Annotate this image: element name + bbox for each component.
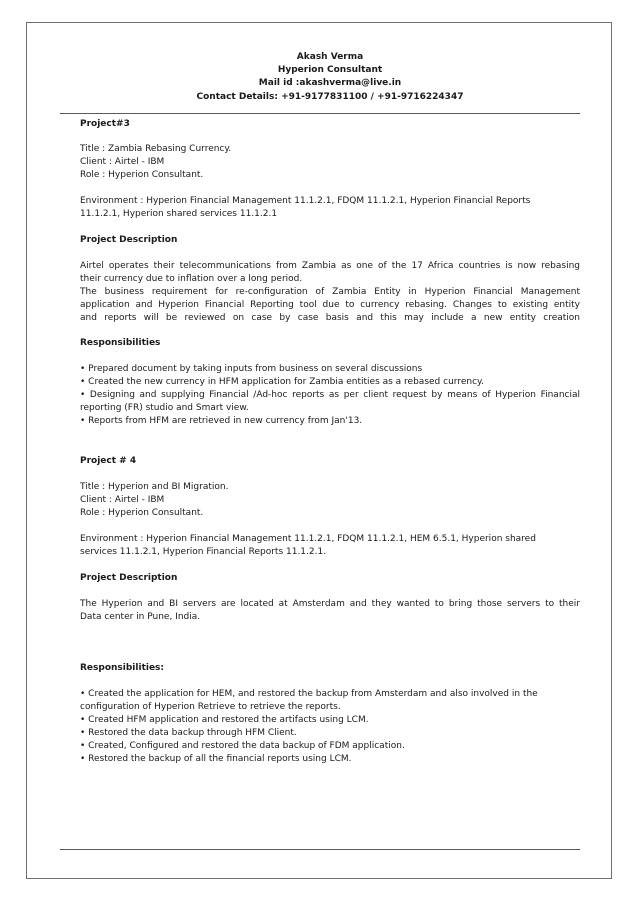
contact-details: Contact Details: +91-9177831100 / +91-9716224347 (196, 92, 464, 102)
project-4-role: Role : Hyperion Consultant. (80, 508, 204, 518)
project-4-description-line: Data center in Pune, India. (80, 612, 201, 622)
project-3-environment-line: Environment : Hyperion Financial Management 11.1.2.1, FDQM 11.1.2.1, Hyperion Financial Reports (80, 196, 531, 206)
project-4-responsibility-item: • Created HFM application and restored the artifacts using LCM. (80, 715, 369, 725)
mail-id: Mail id :akashverma@live.in (258, 78, 402, 88)
project-3-description-heading: Project Description (80, 235, 178, 245)
project-3-role: Role : Hyperion Consultant. (80, 170, 204, 180)
project-3-responsibilities-heading: Responsibilities (80, 338, 161, 348)
project-4-environment-line: Environment : Hyperion Financial Management 11.1.2.1, FDQM 11.1.2.1, HEM 6.5.1, Hyperion shared (80, 534, 536, 544)
project-4-environment-line: services 11.1.2.1, Hyperion Financial Reports 11.1.2.1. (80, 547, 327, 557)
project-4-responsibility-item: configuration of Hyperion Retrieve to retrieve the reports. (80, 702, 341, 712)
header-divider (60, 113, 580, 114)
project-3-description-line: their currency due to inflation over a long period. (80, 274, 303, 284)
project-4-heading: Project # 4 (80, 456, 137, 466)
project-3-title: Title : Zambia Rebasing Currency. (80, 144, 232, 154)
project-3-description-line: The business requirement for re-configuration of Zambia Entity in Hyperion Financial Management (80, 287, 580, 297)
project-3-responsibility-item: • Reports from HFM are retrieved in new currency from Jan'13. (80, 416, 363, 426)
project-4-title: Title : Hyperion and BI Migration. (80, 482, 229, 492)
project-4-responsibility-item: • Created the application for HEM, and restored the backup from Amsterdam and also involved in the (80, 689, 538, 699)
project-3-description-line: Airtel operates their telecommunications from Zambia as one of the 17 Africa countries is now rebasing (80, 261, 580, 271)
project-4-responsibility-item: • Restored the data backup through HFM Client. (80, 728, 297, 738)
project-3-responsibility-item: reporting (FR) studio and Smart view. (80, 403, 249, 413)
project-4-client: Client : Airtel - IBM (80, 495, 165, 505)
project-3-description-line: and reports will be reviewed on case by case basis and this may include a new entity creation (80, 313, 580, 323)
project-4-responsibility-item: • Restored the backup of all the financial reports using LCM. (80, 754, 352, 764)
project-3-client: Client : Airtel - IBM (80, 157, 165, 167)
project-4-responsibility-item: • Created, Configured and restored the data backup of FDM application. (80, 741, 405, 751)
project-4-responsibilities-heading: Responsibilities: (80, 663, 165, 673)
project-3-responsibility-item: • Created the new currency in HFM application for Zambia entities as a rebased currency. (80, 377, 484, 387)
candidate-title: Hyperion Consultant (277, 65, 383, 75)
project-4-description-line: The Hyperion and BI servers are located at Amsterdam and they wanted to bring those servers to their (80, 599, 580, 609)
project-3-description-line: application and Hyperion Financial Reporting tool due to currency rebasing. Changes to existing entity (80, 300, 580, 310)
project-3-responsibility-item: • Designing and supplying Financial /Ad-hoc reports as per client request by means of Hyperion Financial (80, 390, 580, 400)
project-3-environment-line: 11.1.2.1, Hyperion shared services 11.1.2.1 (80, 209, 278, 219)
project-3-heading: Project#3 (80, 119, 130, 129)
footer-divider (60, 849, 580, 850)
candidate-name: Akash Verma (296, 52, 364, 62)
project-4-description-heading: Project Description (80, 573, 178, 583)
project-3-responsibility-item: • Prepared document by taking inputs from business on several discussions (80, 364, 423, 374)
